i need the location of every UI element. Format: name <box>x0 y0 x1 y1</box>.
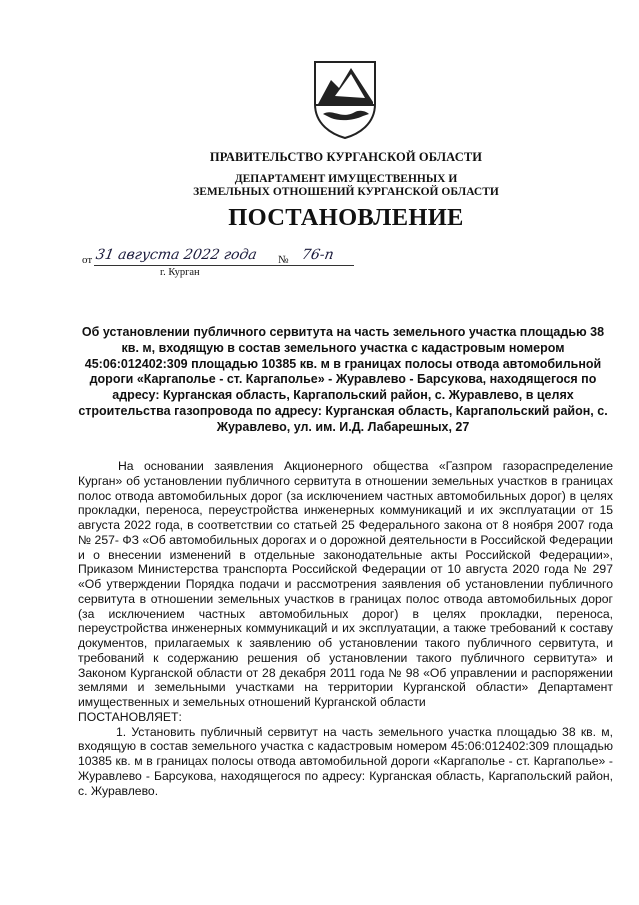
date-number-row <box>82 249 382 269</box>
decree-subject: Об установлении публичного сервитута на часть земельного участка площадью 38 кв. м, входящую в состав земельного участка с кадастровым номером 45:06:012402:309 площадью 10385 кв. м в границах полосы отвода автомобильной дороги «Каргаполье - ст. Каргаполье» - Журавлево - Барсукова, находящегося по адресу: Курганская область, Каргапольский район, с. Журавлево, в целях строительства газопровода по адресу: Курганская область, Каргапольский район, с. Журавлево, ул. им. И.Д. Лабарешных, 27 <box>78 325 608 434</box>
decree-body <box>78 459 613 798</box>
decree-word: ПОСТАНОВЛЯЕТ: <box>78 709 182 724</box>
department-line-1: ДЕПАРТАМЕНТ ИМУЩЕСТВЕННЫХ И <box>234 173 458 185</box>
handwritten-number: 76-п <box>300 247 335 263</box>
decree-item-1: 1. Установить публичный сервитут на часть земельного участка площадью 38 кв. м, входящую в состав земельного участка с кадастровым номером 45:06:012402:309 площадью 10385 кв. м в границах полосы отвода автомобильной дороги «Каргаполье - ст. Каргаполье» - Журавлево - Барсукова, находящегося по адресу: Курганская область, Каргапольский район, с. Журавлево. <box>78 724 613 798</box>
government-title: ПРАВИТЕЛЬСТВО КУРГАНСКОЙ ОБЛАСТИ <box>209 150 483 164</box>
preamble-paragraph: На основании заявления Акционерного общества «Газпром газораспределение Курган» об установлении публичного сервитута в отношении земельных участков в границах полос отвода автомобильных дорог (за исключением частных автомобильных дорог) в целях прокладки, переноса, переустройства инженерных коммуникаций и их эксплуатации от 15 августа 2022 года, в соответствии со статьей 25 Федерального закона от 8 ноября 2007 года № 257- ФЗ «Об автомобильных дорогах и о дорожной деятельности в Российской Федерации и о внесении изменений в отдельные законодательные акты Российской Федерации», Приказом Министерства транспорта Российской Федерации от 10 августа 2020 года № 297 «Об утверждении Порядка подачи и рассмотрения заявления об установлении публичного сервитута в отношении земельных участков в границах полос отвода автомобильных дорог (за исключением частных автомобильных дорог) в целях прокладки, переноса, переустройства инженерных коммуникаций и их эксплуатации, а также требований к составу документов, прилагаемых к заявлению об установлении такого публичного сервитута, и требований к содержанию решения об установлении такого публичного сервитута» и Законом Курганской области от 28 декабря 2011 года № 98 «Об управлении и распоряжении землями и земельными участками на территории Курганской области» Департамент имущественных и земельных отношений Курганской области <box>78 459 613 709</box>
number-label: № <box>278 254 289 266</box>
number-underline <box>292 265 344 266</box>
date-prefix: от <box>82 254 93 266</box>
department-line-2: ЗЕМЕЛЬНЫХ ОТНОШЕНИЙ КУРГАНСКОЙ ОБЛАСТИ <box>193 186 499 198</box>
department-title <box>80 173 612 199</box>
document-type-heading: ПОСТАНОВЛЕНИЕ <box>228 204 464 231</box>
handwritten-date: 31 августа 2022 года <box>94 247 259 263</box>
city-label: г. Курган <box>160 267 200 278</box>
coat-of-arms-icon <box>311 58 379 140</box>
